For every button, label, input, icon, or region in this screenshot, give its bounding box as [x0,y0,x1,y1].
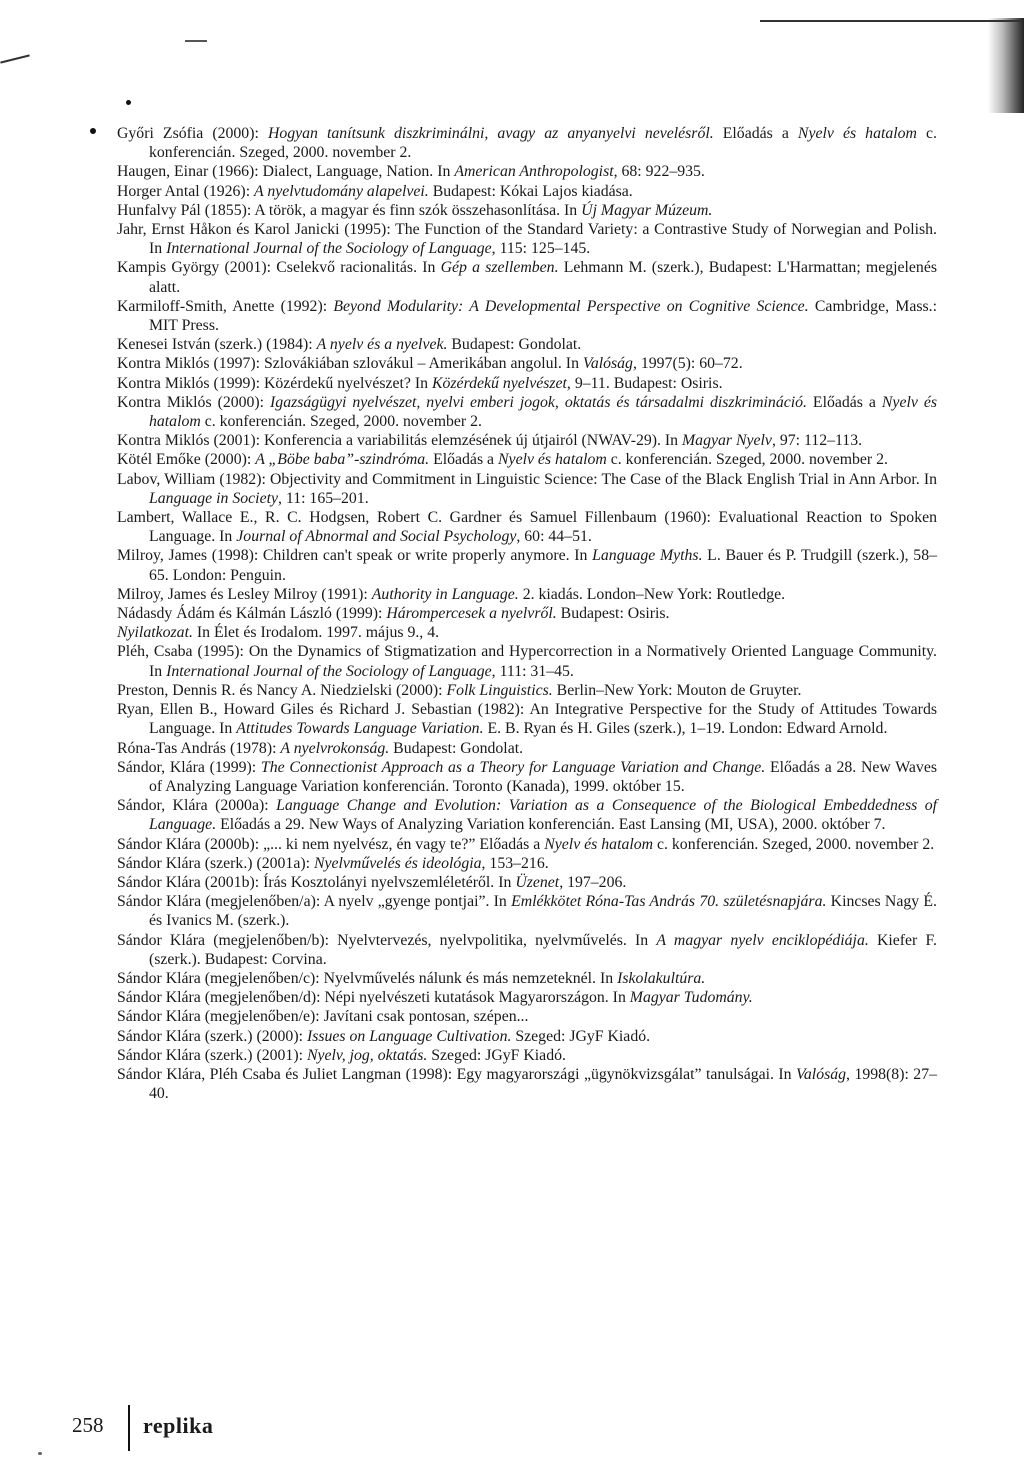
reference-entry: Győri Zsófia (2000): Hogyan tanítsunk diszkriminálni, avagy az anyanyelvi nevelésről. Előadás a Nyelv és hatalom c. konferencián. Szeged, 2000. november 2. [117,125,937,162]
reference-entry: Róna-Tas András (1978): A nyelvrokonság. Budapest: Gondolat. [117,739,524,757]
reference-entry: Sándor Klára (megjelenőben/e): Javítani csak pontosan, szépen... [117,1008,529,1026]
reference-entry: Pléh, Csaba (1995): On the Dynamics of Stigmatization and Hypercorrection in a Normatively Oriented Language Community. In International Journal of the Sociology of Language, 111: 31–45. [117,643,937,680]
reference-entry: Sándor Klára (szerk.) (2000): Issues on Language Cultivation. Szeged: JGyF Kiadó. [117,1027,651,1045]
reference-entry: Preston, Dennis R. és Nancy A. Niedzielski (2000): Folk Linguistics. Berlin–New York: Mouton de Gruyter. [117,681,802,699]
section-title: replika [143,1413,214,1438]
reference-entry: Kontra Miklós (1997): Szlovákiában szlovákul – Amerikában angolul. In Valóság, 1997(5): 60–72. [117,355,743,373]
reference-entry: Milroy, James (1998): Children can't speak or write properly anymore. In Language Myths. L. Bauer és P. Trudgill (szerk.), 58–65. London: Penguin. [117,547,937,584]
scan-artifact [760,20,1022,22]
scan-artifact [185,40,207,42]
reference-entry: Kontra Miklós (2000): Igazságügyi nyelvészet, nyelvi emberi jogok, oktatás és társadalmi diszkrimináció. Előadás a Nyelv és hatalom c. konferencián. Szeged, 2000. november 2. [117,393,937,431]
reference-entry: Sándor Klára (megjelenőben/c): Nyelvművelés nálunk és más nemzeteknél. In Iskolakultúra. [117,969,706,987]
reference-entry: Sándor Klára, Pléh Csaba és Juliet Langman (1998): Egy magyarországi „ügynökvizsgálat” tanulságai. In Valóság, 1998(8): 27–40. [117,1065,937,1103]
scan-artifact [988,18,1024,113]
reference-entry: Sándor Klára (megjelenőben/a): A nyelv „gyenge pontjai”. In Emlékkötet Róna-Tas András 70. születésnapjára. Kincses Nagy É. és Ivanics M. (szerk.). [117,893,937,930]
reference-entry: Lambert, Wallace E., R. C. Hodgsen, Robert C. Gardner és Samuel Fillenbaum (1960): Evaluational Reaction to Spoken Language. In Journal of Abnormal and Social Psychology, 60: 44–51. [117,509,937,546]
reference-entry: Ryan, Ellen B., Howard Giles és Richard J. Sebastian (1982): An Integrative Perspective for the Study of Attitudes Towards Language. In Attitudes Towards Language Variation. E. B. Ryan és H. Giles (szerk.), 1–19. London: Edward Arnold. [117,701,937,738]
reference-list [117,124,937,1103]
page-footer [0,1405,1024,1455]
reference-entry: Kontra Miklós (1999): Közérdekű nyelvészet? In Közérdekű nyelvészet, 9–11. Budapest: Osiris. [117,374,723,392]
scan-artifact [0,54,30,63]
reference-entry: Karmiloff-Smith, Anette (1992): Beyond Modularity: A Developmental Perspective on Cognitive Science. Cambridge, Mass.: MIT Press. [117,297,937,335]
reference-entry: Sándor Klára (2000b): „... ki nem nyelvész, én vagy te?” Előadás a Nyelv és hatalom c. konferencián. Szeged, 2000. november 2. [117,835,935,853]
reference-entry: Haugen, Einar (1966): Dialect, Language, Nation. In American Anthropologist, 68: 922–935. [117,163,705,181]
reference-entry: Kampis György (2001): Cselekvő racionalitás. In Gép a szellemben. Lehmann M. (szerk.), Budapest: L'Harmattan; megjelenés alatt. [117,259,937,296]
scan-artifact [90,128,96,134]
reference-entry: Hunfalvy Pál (1855): A török, a magyar és finn szók összehasonlítása. In Új Magyar Múzeum. [117,201,713,219]
reference-entry: Sándor Klára (megjelenőben/d): Népi nyelvészeti kutatások Magyarországon. In Magyar Tudomány. [117,989,753,1007]
reference-entry: Sándor Klára (megjelenőben/b): Nyelvtervezés, nyelvpolitika, nyelvművelés. In A magyar nyelv enciklopédiája. Kiefer F. (szerk.). Budapest: Corvina. [117,931,937,968]
reference-entry: Horger Antal (1926): A nyelvtudomány alapelvei. Budapest: Kókai Lajos kiadása. [117,182,633,200]
reference-entry: Sándor Klára (szerk.) (2001a): Nyelvművelés és ideológia, 153–216. [117,854,549,872]
reference-entry: Kontra Miklós (2001): Konferencia a variabilitás elemzésének új útjairól (NWAV-29). In Magyar Nyelv, 97: 112–113. [117,432,863,450]
page-number: 258 [72,1413,104,1437]
reference-entry: Milroy, James és Lesley Milroy (1991): Authority in Language. 2. kiadás. London–New York: Routledge. [117,585,786,603]
reference-entry: Kötél Emőke (2000): A „Böbe baba”-szindróma. Előadás a Nyelv és hatalom c. konferencián. Szeged, 2000. november 2. [117,451,888,469]
reference-entry: Kenesei István (szerk.) (1984): A nyelv és a nyelvek. Budapest: Gondolat. [117,336,582,354]
reference-entry: Sándor Klára (2001b): Írás Kosztolányi nyelvszemléletéről. In Üzenet, 197–206. [117,873,627,891]
reference-entry: Labov, William (1982): Objectivity and Commitment in Linguistic Science: The Case of the Black English Trial in Ann Arbor. In Language in Society, 11: 165–201. [117,470,937,507]
footer-divider [128,1405,130,1451]
scan-artifact [126,100,131,105]
reference-entry: Nyilatkozat. In Élet és Irodalom. 1997. május 9., 4. [117,624,440,642]
reference-entry: Nádasdy Ádám és Kálmán László (1999): Hárompercesek a nyelvről. Budapest: Osiris. [117,605,670,623]
reference-entry: Jahr, Ernst Håkon és Karol Janicki (1995): The Function of the Standard Variety: a Contrastive Study of Norwegian and Polish. In International Journal of the Sociology of Language, 115: 125–145. [117,221,937,258]
reference-entry: Sándor, Klára (1999): The Connectionist Approach as a Theory for Language Variation and Change. Előadás a 28. New Waves of Analyzing Language Variation konferencián. Toronto (Kanada), 1999. október 15. [117,758,937,795]
reference-entry: Sándor, Klára (2000a): Language Change and Evolution: Variation as a Consequence of the Biological Embeddedness of Language. Előadás a 29. New Ways of Analyzing Variation konferencián. East Lansing (MI, USA), 2000. október 7. [117,797,937,834]
reference-entry: Sándor Klára (szerk.) (2001): Nyelv, jog, oktatás. Szeged: JGyF Kiadó. [117,1046,566,1064]
